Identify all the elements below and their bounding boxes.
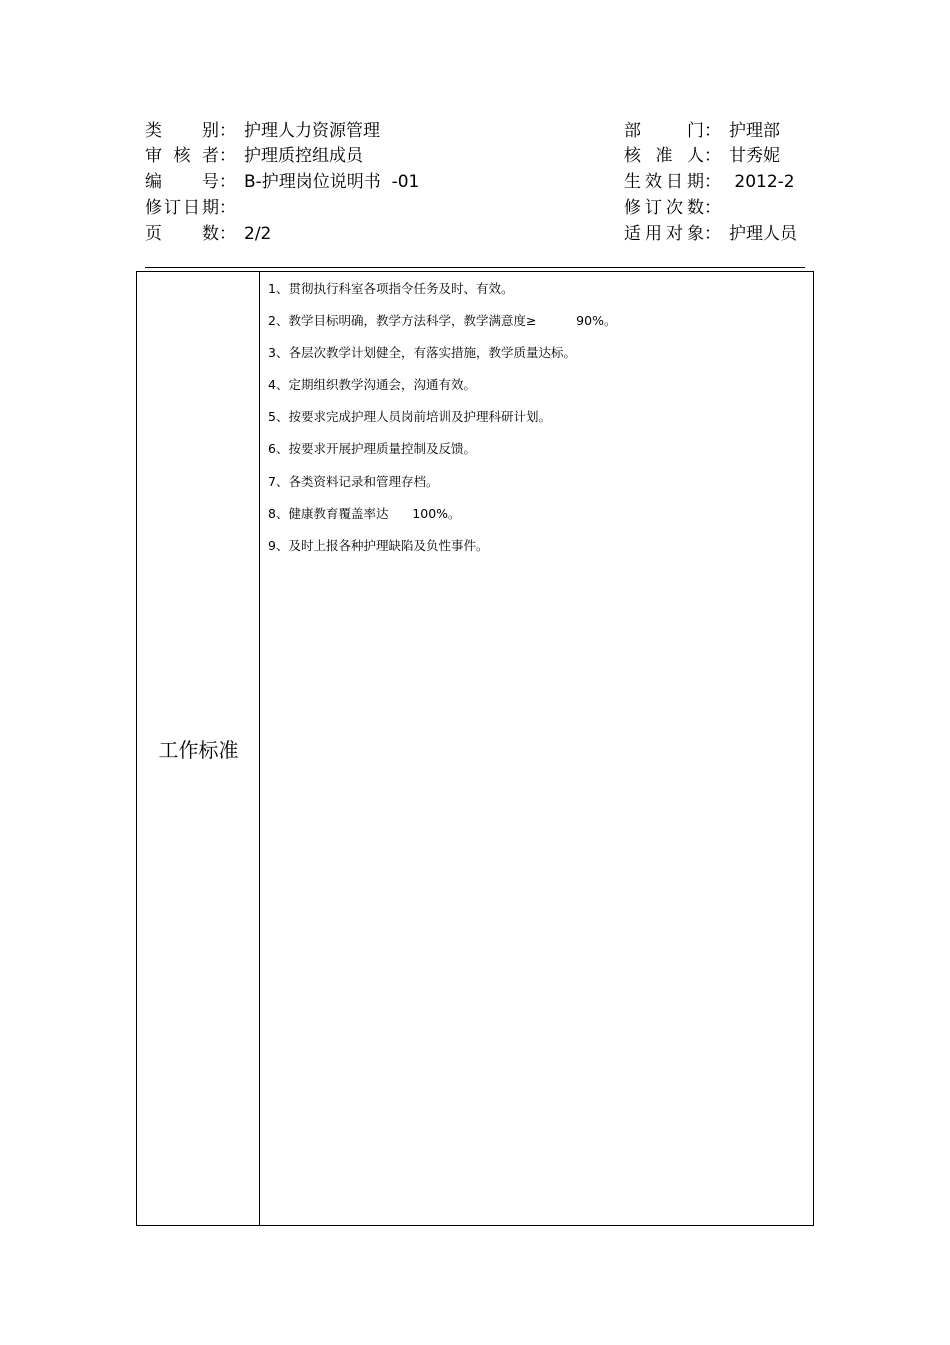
revision-date-label: 修订日期 bbox=[145, 198, 219, 218]
header-approver: 核准人 ： 甘秀妮 bbox=[624, 146, 780, 166]
reviewer-label: 审核者 bbox=[145, 146, 219, 166]
effective-date-label: 生效日期 bbox=[624, 172, 704, 192]
header-effective-date: 生效日期 ： 2012-2 bbox=[624, 172, 795, 192]
header-revision-date: 修订日期 ： bbox=[145, 198, 236, 218]
page-count-value: 2/2 bbox=[244, 224, 272, 244]
document-number-label: 编 号 bbox=[145, 172, 219, 192]
list-item: 7、各类资料记录和管理存档。 bbox=[268, 473, 439, 489]
header-department: 部 门 ： 护理部 bbox=[624, 121, 780, 141]
list-item: 8、健康教育覆盖率达 100%。 bbox=[268, 505, 461, 521]
page-count-label: 页 数 bbox=[145, 224, 219, 244]
header-divider bbox=[145, 267, 805, 268]
document-number-value: B-护理岗位说明书 -01 bbox=[244, 172, 420, 192]
list-item: 2、教学目标明确，教学方法科学，教学满意度≥ 90%。 bbox=[268, 313, 617, 329]
list-item: 1、贯彻执行科室各项指令任务及时、有效。 bbox=[268, 281, 514, 296]
header-target-audience: 适用对象 ： 护理人员 bbox=[624, 224, 797, 244]
list-item: 4、定期组织教学沟通会，沟通有效。 bbox=[268, 377, 476, 393]
list-item: 3、各层次教学计划健全，有落实措施，教学质量达标。 bbox=[268, 345, 576, 361]
header-page-count: 页 数 ： 2/2 bbox=[145, 224, 272, 244]
approver-label: 核准人 bbox=[624, 146, 704, 166]
work-standards-table bbox=[136, 271, 814, 1226]
effective-date-value: 2012-2 bbox=[729, 172, 795, 192]
list-item: 9、及时上报各种护理缺陷及负性事件。 bbox=[268, 537, 489, 553]
standards-list bbox=[268, 281, 798, 570]
target-audience-label: 适用对象 bbox=[624, 224, 704, 244]
section-title: 工作标准 bbox=[158, 738, 239, 762]
header-category: 类 别 ： 护理人力资源管理 bbox=[145, 121, 380, 141]
header-reviewer: 审核者 ： 护理质控组成员 bbox=[145, 146, 363, 166]
target-audience-value: 护理人员 bbox=[729, 224, 797, 244]
list-item: 6、按要求开展护理质量控制及反馈。 bbox=[268, 441, 476, 457]
list-item: 5、按要求完成护理人员岗前培训及护理科研计划。 bbox=[268, 409, 551, 425]
approver-value: 甘秀妮 bbox=[729, 146, 780, 166]
category-label: 类 别 bbox=[145, 121, 219, 141]
department-label: 部 门 bbox=[624, 121, 704, 141]
header-revision-count: 修订次数 ： bbox=[624, 198, 721, 218]
reviewer-value: 护理质控组成员 bbox=[244, 146, 363, 166]
header-document-number: 编 号 ： B-护理岗位说明书 -01 bbox=[145, 172, 420, 192]
category-value: 护理人力资源管理 bbox=[244, 121, 380, 141]
revision-count-label: 修订次数 bbox=[624, 198, 704, 218]
section-label-cell bbox=[137, 272, 260, 1225]
department-value: 护理部 bbox=[729, 121, 780, 141]
